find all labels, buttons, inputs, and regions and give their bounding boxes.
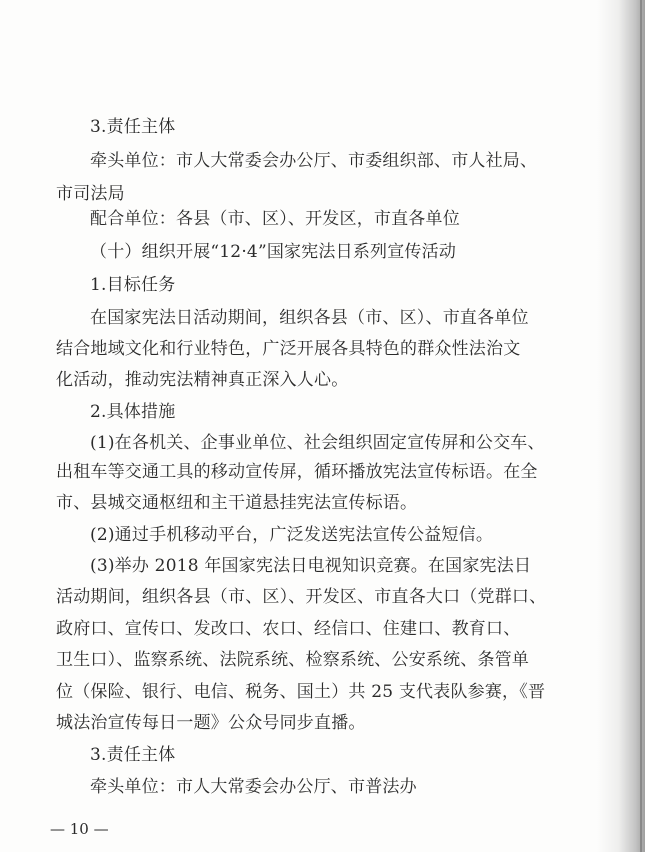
paragraph-line: 活动期间，组织各县（市、区）、开发区、市直各大口（党群口、: [56, 587, 547, 607]
paragraph-line: 牵头单位：市人大常委会办公厅、市委组织部、市人社局、: [90, 151, 538, 171]
paragraph-line: (2)通过手机移动平台，广泛发送宪法宣传公益短信。: [90, 525, 494, 545]
paragraph-line: 配合单位：各县（市、区）、开发区，市直各单位: [90, 209, 460, 229]
paragraph-line: 政府口、宣传口、发改口、农口、经信口、住建口、教育口、: [56, 619, 521, 639]
scan-edge-line: [640, 0, 642, 852]
section-heading-responsibility: 3.责任主体: [90, 117, 176, 137]
subsection-heading-measures: 2.具体措施: [90, 402, 176, 422]
paragraph-line: (1)在各机关、企事业单位、社会组织固定宣传屏和公交车、: [90, 433, 545, 453]
section-title-constitution-day: （十）组织开展“12·4”国家宪法日系列宣传活动: [90, 242, 457, 262]
paragraph-line: 牵头单位：市人大常委会办公厅、市普法办: [90, 777, 417, 797]
paragraph-line: 结合地域文化和行业特色，广泛开展各具特色的群众性法治文: [56, 339, 521, 359]
paragraph-line: 在国家宪法日活动期间，组织各县（市、区）、市直各单位: [90, 308, 529, 328]
paragraph-line: 市司法局: [56, 184, 125, 204]
page-number: — 10 —: [50, 820, 109, 838]
paragraph-line: 卫生口）、监察系统、法院系统、检察系统、公安系统、条管单: [56, 650, 530, 670]
paragraph-line: (3)举办 2018 年国家宪法日电视知识竞赛。在国家宪法日: [90, 556, 532, 576]
paragraph-line: 市、县城交通枢纽和主干道悬挂宪法宣传标语。: [56, 493, 418, 513]
paragraph-line: 城法治宣传每日一题》公众号同步直播。: [56, 713, 366, 733]
section-heading-responsibility: 3.责任主体: [90, 745, 176, 765]
subsection-heading-goals: 1.目标任务: [90, 275, 176, 295]
paragraph-line: 化活动，推动宪法精神真正深入人心。: [56, 370, 349, 390]
scan-edge-shadow: [597, 0, 645, 852]
paragraph-line: 位（保险、银行、电信、税务、国土）共 25 支代表队参赛，《晋: [56, 682, 546, 702]
paragraph-line: 出租车等交通工具的移动宣传屏，循环播放宪法宣传标语。在全: [56, 462, 538, 482]
